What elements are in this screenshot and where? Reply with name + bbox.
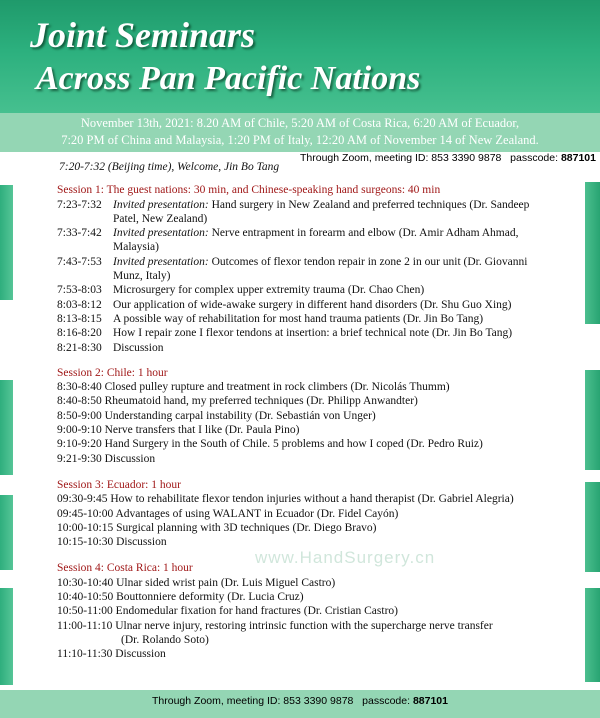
s1-item-cont: Malaysia) bbox=[113, 241, 159, 254]
left-rail-1 bbox=[0, 185, 13, 300]
header-banner bbox=[0, 0, 600, 113]
s2-item: 8:50-9:00 Understanding carpal instability (Dr. Sebastián von Unger) bbox=[57, 409, 376, 422]
left-rail-4 bbox=[0, 588, 13, 685]
s1-item-text: Outcomes of flexor tendon repair in zone 2 in our unit (Dr. Giovanni bbox=[211, 255, 528, 268]
zoom-meeting-id: Through Zoom, meeting ID: 853 3390 9878 bbox=[300, 152, 502, 164]
program-content bbox=[57, 160, 577, 662]
s1-item: 7:33-7:42 Invited presentation: Nerve entrapment in forearm and elbow (Dr. Amir Adham Ahmad, bbox=[57, 227, 519, 240]
s2-item: 9:21-9:30 Discussion bbox=[57, 452, 156, 465]
time-line-1: November 13th, 2021: 8.20 AM of Chile, 5:20 AM of Costa Rica, 6:20 AM of Ecuador, bbox=[80, 116, 520, 130]
footer-passcode-label: passcode: bbox=[362, 695, 411, 707]
footer-meeting-id: Through Zoom, meeting ID: 853 3390 9878 bbox=[152, 695, 354, 707]
s1-item: 8:13-8:15 A possible way of rehabilitation for most hand trauma patients (Dr. Jin Bo Tang) bbox=[57, 312, 484, 325]
s1-item-text: Nerve entrapment in forearm and elbow (Dr. Amir Adham Ahmad, bbox=[211, 227, 519, 240]
s1-item: 7:23-7:32 Invited presentation: Hand surgery in New Zealand and preferred techniques (Dr. Sandeep bbox=[57, 198, 530, 211]
right-rail-1 bbox=[585, 182, 600, 324]
s4-item: 11:10-11:30 Discussion bbox=[57, 648, 166, 661]
s1-item: 8:16-8:20 How I repair zone I flexor tendons at insertion: a brief technical note (Dr. Jin Bo Tang) bbox=[57, 327, 513, 340]
s1-item: 8:21-8:30 Discussion bbox=[57, 341, 164, 354]
s1-item-cont: Patel, New Zealand) bbox=[113, 212, 208, 225]
watermark: www.HandSurgery.cn bbox=[255, 548, 436, 567]
left-rail-3 bbox=[0, 495, 13, 570]
time-line-2: 7:20 PM of China and Malaysia, 1:20 PM of Italy, 12:20 AM of November 14 of New Zealand. bbox=[61, 133, 539, 147]
s1-item: 7:43-7:53 Invited presentation: Outcomes of flexor tendon repair in zone 2 in our unit (Dr. Giovanni bbox=[57, 255, 528, 268]
session-2-title: Session 2: Chile: 1 hour bbox=[57, 366, 168, 379]
s1-item-cont: Munz, Italy) bbox=[113, 270, 171, 283]
s2-item: 8:40-8:50 Rheumatoid hand, my preferred techniques (Dr. Philipp Anwandter) bbox=[57, 395, 418, 408]
s4-item: 10:50-11:00 Endomedular fixation for hand fractures (Dr. Cristian Castro) bbox=[57, 605, 398, 618]
left-rail-2 bbox=[0, 380, 13, 475]
passcode-value: 887101 bbox=[560, 152, 596, 164]
s1-item: 7:53-8:03 Microsurgery for complex upper extremity trauma (Dr. Chao Chen) bbox=[57, 284, 425, 297]
title-line-1: Joint Seminars bbox=[30, 15, 256, 55]
session-4-title: Session 4: Costa Rica: 1 hour bbox=[57, 562, 193, 575]
zoom-info-footer bbox=[0, 690, 600, 718]
s4-item: 11:00-11:10 Ulnar nerve injury, restoring intrinsic function with the supercharge nerve transfer bbox=[57, 619, 493, 632]
right-rail-4 bbox=[585, 588, 600, 682]
s2-item: 9:10-9:20 Hand Surgery in the South of Chile. 5 problems and how I coped (Dr. Pedro Ruiz) bbox=[57, 438, 483, 451]
session-3-title: Session 3: Ecuador: 1 hour bbox=[57, 478, 181, 491]
passcode-label: passcode: bbox=[510, 152, 559, 164]
s4-item-cont: (Dr. Rolando Soto) bbox=[121, 633, 209, 646]
right-rail-3 bbox=[585, 482, 600, 572]
time-banner bbox=[0, 113, 600, 152]
s3-item: 10:15-10:30 Discussion bbox=[57, 536, 167, 549]
s3-item: 09:45-10:00 Advantages of using WALANT in Ecuador (Dr. Fidel Cayón) bbox=[57, 507, 399, 520]
right-rail-2 bbox=[585, 370, 600, 470]
s4-item: 10:30-10:40 Ulnar sided wrist pain (Dr. Luis Miguel Castro) bbox=[57, 576, 336, 589]
s3-item: 09:30-9:45 How to rehabilitate flexor tendon injuries without a hand therapist (Dr. Gabriel Alegria) bbox=[57, 493, 514, 506]
s4-item: 10:40-10:50 Bouttonniere deformity (Dr. Lucia Cruz) bbox=[57, 591, 304, 604]
s2-item: 8:30-8:40 Closed pulley rupture and treatment in rock climbers (Dr. Nicolás Thumm) bbox=[57, 381, 450, 394]
s3-item: 10:00-10:15 Surgical planning with 3D techniques (Dr. Diego Bravo) bbox=[57, 521, 377, 534]
session-1-title: Session 1: The guest nations: 30 min, and Chinese-speaking hand surgeons: 40 min bbox=[57, 184, 441, 197]
footer-passcode-value: 887101 bbox=[412, 695, 448, 707]
title-line-2: Across Pan Pacific Nations bbox=[36, 60, 421, 97]
s1-item-text: Hand surgery in New Zealand and preferred techniques (Dr. Sandeep bbox=[211, 198, 530, 211]
welcome-line: 7:20-7:32 (Beijing time), Welcome, Jin Bo Tang bbox=[59, 161, 280, 173]
s1-item: 8:03-8:12 Our application of wide-awake surgery in different hand disorders (Dr. Shu Guo Xing) bbox=[57, 298, 512, 311]
s2-item: 9:00-9:10 Nerve transfers that I like (Dr. Paula Pino) bbox=[57, 424, 300, 437]
